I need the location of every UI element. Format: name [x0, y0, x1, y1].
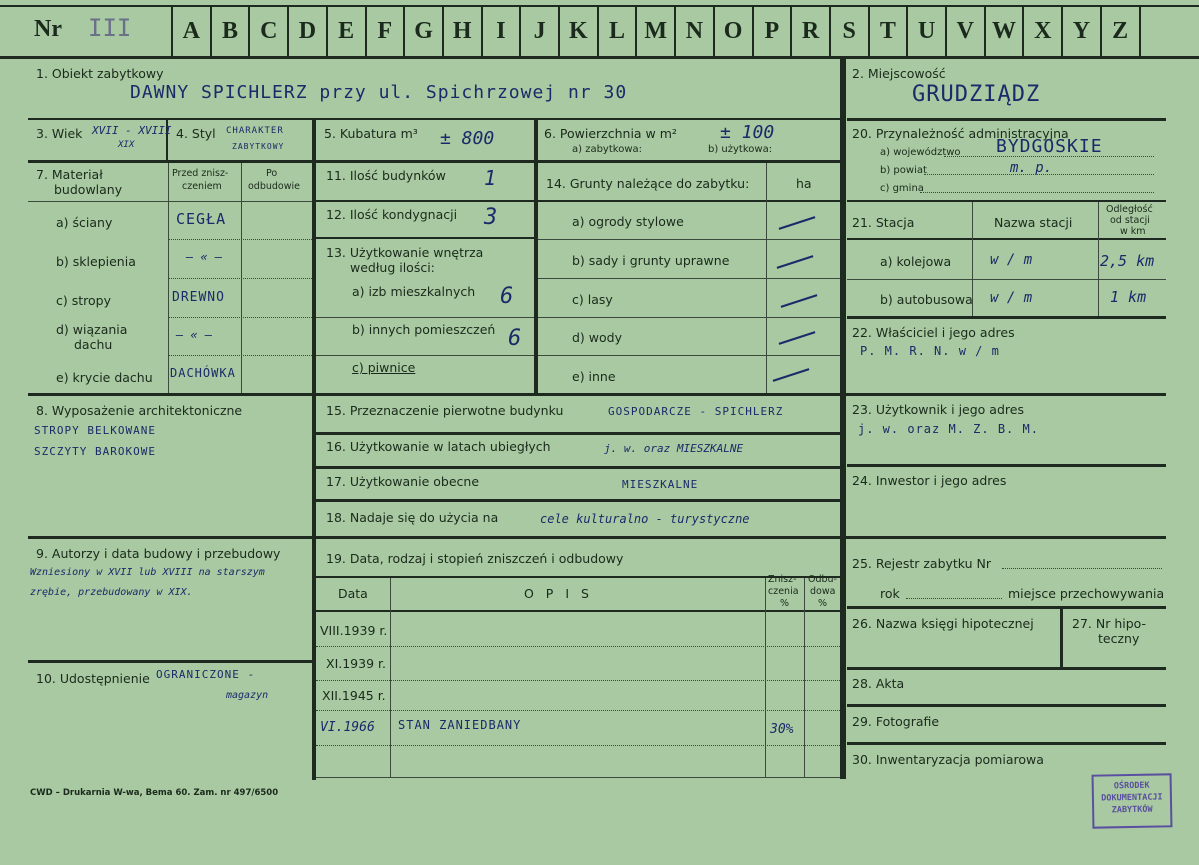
index-letter-f: F	[377, 17, 393, 44]
f11-label: 11. Ilość budynków	[326, 168, 446, 183]
rule	[316, 777, 840, 778]
letter-separator	[481, 6, 483, 56]
f22-value: P. M. R. N. w / m	[860, 344, 1000, 358]
f7-label: 7. Materiał	[36, 167, 103, 182]
f27-label-2: teczny	[1098, 631, 1140, 646]
f1-label: 1. Obiekt zabytkowy	[36, 66, 164, 81]
stamp-line-2: DOKUMENTACJI	[1101, 792, 1163, 804]
f20-a-label: a) województwo	[880, 147, 961, 158]
index-letter-o: O	[723, 17, 743, 44]
f13-b-label: b) innych pomieszczeń	[352, 322, 496, 337]
f16-value: j. w. oraz MIESZKALNE	[604, 442, 744, 455]
f3-value: XVII - XVIII	[92, 124, 172, 137]
f21-a-dist: 2,5 km	[1100, 252, 1155, 270]
f14-unit: ha	[796, 176, 812, 191]
f26-label: 26. Nazwa księgi hipotecznej	[852, 616, 1034, 631]
f7-col2: Po	[266, 168, 278, 179]
f21-a-name: w / m	[990, 252, 1033, 268]
dash-mark	[779, 216, 816, 230]
f9-value-2: zrębie, przebudowany w XIX.	[30, 587, 193, 598]
f5-value: ± 800	[440, 128, 495, 149]
f3-value-2: XIX	[118, 140, 135, 150]
f14-row-d: d) wody	[572, 330, 622, 345]
f7-row-c: c) stropy	[56, 293, 111, 308]
f2-value: GRUDZIĄDZ	[912, 82, 1041, 107]
f7-row-c-value: DREWNO	[172, 290, 225, 305]
f21-col-name: Nazwa stacji	[994, 215, 1073, 230]
letter-separator	[790, 6, 792, 56]
letter-separator	[442, 6, 444, 56]
rule	[847, 279, 1166, 280]
rule	[847, 238, 1166, 240]
index-letter-c: C	[260, 17, 278, 44]
letter-separator	[326, 6, 328, 56]
f11-value: 1	[484, 166, 497, 190]
f7-col1-2: czeniem	[182, 181, 222, 192]
f21-a-label: a) kolejowa	[880, 254, 952, 269]
f21-b-dist: 1 km	[1110, 288, 1147, 306]
f22-label: 22. Właściciel i jego adres	[852, 325, 1015, 340]
index-letter-t: T	[879, 17, 896, 44]
index-letter-p: P	[764, 17, 780, 44]
rule	[316, 355, 534, 356]
rule	[316, 680, 840, 681]
index-letter-v: V	[956, 17, 975, 44]
f13-label: 13. Użytkowanie wnętrza	[326, 245, 484, 260]
letter-separator	[868, 6, 870, 56]
f8-value-1: STROPY BELKOWANE	[34, 424, 156, 437]
index-letter-l: L	[609, 17, 626, 44]
index-letter-k: K	[569, 17, 588, 44]
f21-label: 21. Stacja	[852, 215, 915, 230]
dash-mark	[781, 294, 818, 308]
rule	[765, 578, 766, 778]
f7-col2-2: odbudowie	[248, 181, 300, 192]
f30-label: 30. Inwentaryzacja pomiarowa	[852, 752, 1044, 767]
f21-col-dist: Odległość	[1106, 204, 1153, 215]
rule	[28, 201, 312, 202]
f21-col-dist-3: w km	[1120, 226, 1146, 237]
f20-b-value: m. p.	[1010, 160, 1053, 176]
dash-mark	[779, 331, 816, 345]
f7-row-a: a) ściany	[56, 215, 113, 230]
f15-label: 15. Przeznaczenie pierwotne budynku	[326, 403, 564, 418]
rule	[390, 578, 391, 778]
index-letter-z: Z	[1112, 17, 1129, 44]
letter-separator	[403, 6, 405, 56]
rule	[1002, 568, 1162, 569]
f20-c-label: c) gmina	[880, 183, 924, 194]
rule	[924, 174, 1154, 175]
rule	[316, 610, 840, 612]
letter-separator	[210, 6, 212, 56]
f27-label: 27. Nr hipo-	[1072, 616, 1147, 631]
f20-b-label: b) powiat	[880, 165, 927, 176]
f17-label: 17. Użytkowanie obecne	[326, 474, 480, 489]
letter-separator	[365, 6, 367, 56]
index-letter-w: W	[992, 17, 1017, 44]
f7-col1: Przed znisz-	[172, 168, 229, 179]
f19-col-date: Data	[338, 586, 368, 601]
f6-sub-b: b) użytkowa:	[708, 144, 773, 155]
letter-separator	[984, 6, 986, 56]
letter-separator	[674, 6, 676, 56]
index-letter-b: B	[222, 17, 239, 44]
f19-row-4-pct: 30%	[770, 722, 794, 737]
f7-row-b-value: — « —	[186, 250, 223, 264]
f12-value: 3	[484, 205, 498, 230]
rule	[316, 576, 840, 578]
f10-value-1: OGRANICZONE -	[156, 668, 256, 681]
rule	[168, 317, 312, 318]
rule	[847, 704, 1166, 707]
f6-value: ± 100	[720, 122, 775, 143]
f19-col-rebuild-2: dowa	[810, 586, 836, 597]
f19-col-destr-2: czenia	[768, 586, 799, 597]
header-bottom-border	[0, 56, 1199, 59]
letter-separator	[906, 6, 908, 56]
letter-separator	[597, 6, 599, 56]
f13-b-value: 6	[508, 326, 522, 351]
rule	[28, 118, 840, 120]
letter-separator	[945, 6, 947, 56]
f19-label: 19. Data, rodzaj i stopień zniszczeń i odbudowy	[326, 551, 624, 566]
f7-row-b: b) sklepienia	[56, 254, 136, 269]
f10-value-2: magazyn	[226, 690, 269, 701]
f4-label: 4. Styl	[176, 126, 216, 141]
f8-value-2: SZCZYTY BAROKOWE	[34, 445, 156, 458]
rule	[847, 742, 1166, 745]
printer-imprint: CWD – Drukarnia W-wa, Bema 60. Zam. nr 497/6500	[30, 788, 279, 798]
rule	[1098, 202, 1099, 316]
institution-stamp	[1092, 773, 1173, 828]
f14-row-e: e) inne	[572, 369, 616, 384]
rule	[28, 660, 312, 663]
f24-label: 24. Inwestor i jego adres	[852, 473, 1007, 488]
rule	[804, 578, 805, 778]
rule	[847, 118, 1166, 121]
letter-separator	[287, 6, 289, 56]
f7-row-d-2: dachu	[74, 337, 113, 352]
rule	[316, 432, 840, 435]
rule	[28, 160, 840, 163]
f21-col-dist-2: od stacji	[1110, 215, 1150, 226]
f19-col-desc: O P I S	[524, 586, 593, 601]
rule	[312, 120, 316, 780]
f7-row-e: e) krycie dachu	[56, 370, 153, 385]
letter-separator	[1139, 6, 1141, 56]
rule	[316, 200, 534, 202]
rule	[906, 598, 1002, 599]
nr-label: Nr	[34, 16, 62, 42]
rule	[316, 466, 840, 469]
rule	[28, 393, 1166, 396]
f25-miejsce: miejsce przechowywania	[1008, 586, 1165, 601]
f29-label: 29. Fotografie	[852, 714, 940, 729]
f6-label: 6. Powierzchnia w m²	[544, 126, 677, 141]
rule	[28, 536, 1166, 539]
index-letter-n: N	[685, 17, 704, 44]
f15-value: GOSPODARCZE - SPICHLERZ	[608, 405, 784, 418]
f4-value-2: ZABYTKOWY	[232, 142, 285, 151]
f13-label-2: według ilości:	[350, 260, 435, 275]
index-letter-s: S	[842, 17, 856, 44]
letter-separator	[1022, 6, 1024, 56]
letter-separator	[171, 6, 173, 56]
dash-mark	[777, 255, 814, 269]
f19-col-rebuild: Odbu-	[808, 574, 837, 585]
letter-separator	[713, 6, 715, 56]
f6-sub-a: a) zabytkowa:	[572, 144, 642, 155]
letter-separator	[635, 6, 637, 56]
index-letter-j: J	[533, 17, 546, 44]
f14-row-c: c) lasy	[572, 292, 613, 307]
letter-separator	[519, 6, 521, 56]
index-letter-i: I	[496, 17, 506, 44]
f13-a-label: a) izb mieszkalnych	[352, 284, 476, 299]
f21-b-name: w / m	[990, 290, 1033, 306]
rule	[920, 192, 1154, 193]
f21-b-label: b) autobusowa	[880, 292, 973, 307]
rule	[847, 464, 1166, 467]
f13-c-label: c) piwnice	[352, 360, 416, 375]
f20-a-value: BYDGOSKIE	[996, 136, 1103, 157]
f1-value: DAWNY SPICHLERZ przy ul. Spichrzowej nr 30	[130, 82, 628, 103]
rule	[316, 499, 840, 502]
index-letter-r: R	[801, 17, 820, 44]
index-letter-y: Y	[1072, 17, 1091, 44]
stamp-line-1: OŚRODEK	[1113, 780, 1150, 792]
index-letter-u: U	[917, 17, 936, 44]
index-letter-e: E	[338, 17, 355, 44]
index-letter-h: H	[452, 17, 472, 44]
rule	[538, 317, 840, 318]
f28-label: 28. Akta	[852, 676, 905, 691]
f9-value-1: Wzniesiony w XVII lub XVIII na starszym	[30, 567, 265, 578]
f7-label-2: budowlany	[54, 182, 123, 197]
letter-separator	[1100, 6, 1102, 56]
rule	[538, 278, 840, 279]
f19-row-2-date: XI.1939 r.	[326, 656, 386, 671]
letter-separator	[752, 6, 754, 56]
rule	[168, 278, 312, 279]
f8-label: 8. Wyposażenie architektoniczne	[36, 403, 243, 418]
index-letter-g: G	[414, 17, 433, 44]
f23-value: j. w. oraz M. Z. B. M.	[858, 422, 1039, 436]
f5-label: 5. Kubatura m³	[324, 126, 418, 141]
rule	[944, 156, 1154, 157]
f7-row-d-value: — « —	[176, 328, 213, 342]
rule	[538, 355, 840, 356]
rule	[840, 59, 846, 779]
rule	[847, 200, 1166, 202]
f17-value: MIESZKALNE	[622, 478, 699, 491]
index-letter-a: A	[182, 17, 201, 44]
letter-separator	[558, 6, 560, 56]
dash-mark	[773, 368, 810, 382]
rule	[847, 667, 1166, 670]
rule	[847, 606, 1166, 609]
f14-row-a: a) ogrody stylowe	[572, 214, 684, 229]
f19-row-4-desc: STAN ZANIEDBANY	[398, 718, 522, 732]
letter-separator	[829, 6, 831, 56]
rule	[538, 239, 840, 240]
f19-col-destr-3: %	[780, 598, 790, 609]
f14-row-b: b) sady i grunty uprawne	[572, 253, 730, 268]
index-letter-d: D	[298, 17, 317, 44]
f19-row-3-date: XII.1945 r.	[322, 688, 386, 703]
rule	[168, 355, 312, 356]
f3-label: 3. Wiek	[36, 126, 83, 141]
f13-a-value: 6	[500, 284, 514, 309]
rule	[168, 239, 312, 240]
f18-value: cele kulturalno - turystyczne	[540, 512, 750, 526]
f19-row-1-date: VIII.1939 r.	[320, 623, 388, 638]
f23-label: 23. Użytkownik i jego adres	[852, 402, 1024, 417]
f7-row-d: d) wiązania	[56, 322, 128, 337]
f25-rok: rok	[880, 586, 900, 601]
rule	[316, 646, 840, 647]
f20-label: 20. Przynależność administracyjna	[852, 126, 1069, 141]
f2-label: 2. Miejscowość	[852, 66, 946, 81]
rule	[316, 710, 840, 711]
f16-label: 16. Użytkowanie w latach ubiegłych	[326, 439, 551, 454]
rule	[538, 200, 840, 202]
rule	[316, 317, 534, 318]
stamp-line-3: ZABYTKÓW	[1111, 804, 1153, 816]
f10-label: 10. Udostępnienie	[36, 671, 150, 686]
index-letter-m: M	[644, 17, 668, 44]
letter-separator	[248, 6, 250, 56]
f9-label: 9. Autorzy i data budowy i przebudowy	[36, 546, 281, 561]
rule	[1060, 609, 1063, 667]
f4-value: CHARAKTER	[226, 126, 284, 136]
nr-value: III	[88, 14, 132, 42]
rule	[847, 316, 1166, 319]
letter-separator	[1061, 6, 1063, 56]
f19-col-destr: Znisz-	[768, 574, 797, 585]
f18-label: 18. Nadaje się do użycia na	[326, 510, 499, 525]
f14-label: 14. Grunty należące do zabytku:	[546, 176, 750, 191]
f19-col-rebuild-3: %	[818, 598, 828, 609]
index-letter-x: X	[1034, 17, 1052, 44]
f7-row-e-value: DACHÓWKA	[170, 366, 236, 380]
rule	[316, 237, 534, 239]
f25-label: 25. Rejestr zabytku Nr	[852, 556, 992, 571]
f7-row-a-value: CEGŁA	[176, 210, 227, 228]
f12-label: 12. Ilość kondygnacji	[326, 207, 458, 222]
rule	[316, 745, 840, 746]
f19-row-4-date: VI.1966	[320, 720, 375, 735]
